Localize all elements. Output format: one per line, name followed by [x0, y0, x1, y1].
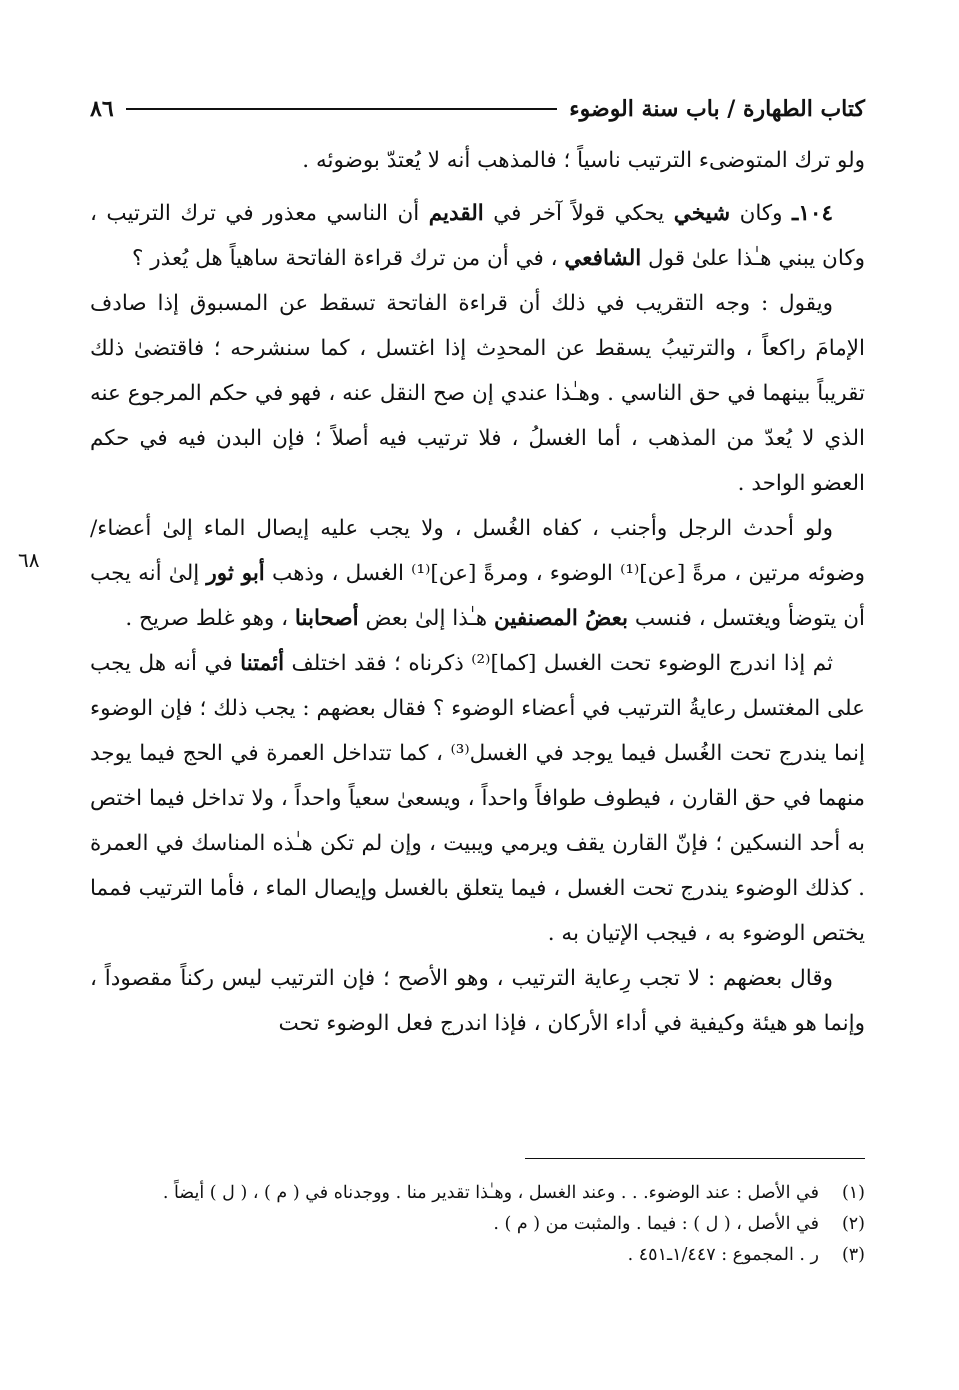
- margin-note: ٦٨: [18, 548, 40, 572]
- page-number: ٨٦: [90, 96, 114, 122]
- paragraph-2: ١٠٤ـ وكان شيخي يحكي قولاً آخر في القديم أن الناسي معذور في ترك الترتيب ، وكان يبني هـٰذا علىٰ قول الشافعي ، في أن من ترك قراءة الفاتحة ساهياً هل يُعذر ؟: [90, 201, 865, 271]
- footnote-3: [90, 1240, 865, 1271]
- footnote-text: في الأصل : عند الوضوء. . . وعند الغسل ، وهـٰذا تقدير منا . ووجدناه في ( م ) ، ( ل ) أيضاً .: [162, 1183, 819, 1203]
- paragraph-5: ثم إذا اندرج الوضوء تحت الغسل [كما]⁽²⁾ ذكرناه ؛ فقد اختلف أئمتنا في أنه هل يجب على المغتسل رعايةُ الترتيب في أعضاء الوضوء ؟ فقال بعضهم : يجب ذلك ؛ فإن الوضوء إنما يندرج تحت الغُسل فيما يوجد في الغسل⁽³⁾ ، كما تتداخل العمرة في الحج فيما يوجد منهما في حق القارن ، فيطوف طوافاً واحداً ، ويسعىٰ سعياً واحداً ، ولا تداخل فيما اختص به أحد النسكين ؛ فإنّ القارن يقف ويرمي ويبيت ، وإن لم تكن هـٰذه المناسك في العمرة . كذلك الوضوء يندرج تحت الغسل ، فيما يتعلق بالغسل وإيصال الماء ، فأما الترتيب فمما يختص الوضوء به ، فيجب الإتيان به .: [90, 651, 865, 946]
- footnote-2: [90, 1209, 865, 1240]
- footnotes: [90, 1178, 865, 1271]
- paragraph-6: وقال بعضهم : لا تجب رِعاية الترتيب ، وهو الأصح ؛ فإن الترتيب ليس ركناً مقصوداً ، وإنما هو هيئة وكيفية في أداء الأركان ، فإذا اندرج فعل الوضوء تحت: [90, 966, 865, 1036]
- footnote-1: [90, 1178, 865, 1209]
- footnote-number: (١): [841, 1183, 865, 1203]
- footnote-number: (٣): [841, 1245, 865, 1265]
- footnote-rule: [525, 1158, 865, 1159]
- paragraph-3: ويقول : وجه التقريب في ذلك أن قراءة الفاتحة تسقط عن المسبوق إذا صادف الإمامَ راكعاً ، والترتيبُ يسقط عن المحدِث إذا اغتسل ، كما سنشرحه ؛ فاقتضىٰ ذلك تقريباً بينهما في حق الناسي . وهـٰذا عندي إن صح النقل عنه ، فهو في حكم المرجوع عنه الذي لا يُعدّ من المذهب ، أما الغسلُ ، فلا ترتيب فيه أصلاً ؛ فإن البدن فيه في حكم العضو الواحد .: [90, 291, 866, 496]
- running-header: [90, 92, 865, 126]
- chapter-title: كتاب الطهارة / باب سنة الوضوء: [569, 96, 865, 122]
- paragraph-4: ولو أحدث الرجل وأجنب ، كفاه الغُسل ، ولا يجب عليه إيصال الماء إلىٰ أعضاء/ وضوئه مرتين ، مرةً [عن]⁽¹⁾ الوضوء ، ومرةً [عن]⁽¹⁾ الغسل ، وذهب أبو ثور إلىٰ أنه يجب أن يتوضأ ويغتسل ، فنسب بعضُ المصنفين هـٰذا إلىٰ بعض أصحابنا ، وهو غلط صريح .: [90, 516, 865, 631]
- footnote-number: (٢): [841, 1214, 865, 1234]
- section-number: ١٠٤ـ: [792, 201, 833, 226]
- header-rule: [126, 108, 558, 110]
- footnote-text: ر . المجموع : ١/٤٤٧ـ٤٥١ .: [627, 1245, 819, 1265]
- main-text: [90, 138, 865, 1046]
- paragraph-1: ولو ترك المتوضىء الترتيب ناسياً ؛ فالمذهب أنه لا يُعتدّ بوضوئه .: [302, 148, 865, 173]
- footnote-text: في الأصل ، ( ل ) : فيما . والمثبت من ( م ) .: [493, 1214, 819, 1234]
